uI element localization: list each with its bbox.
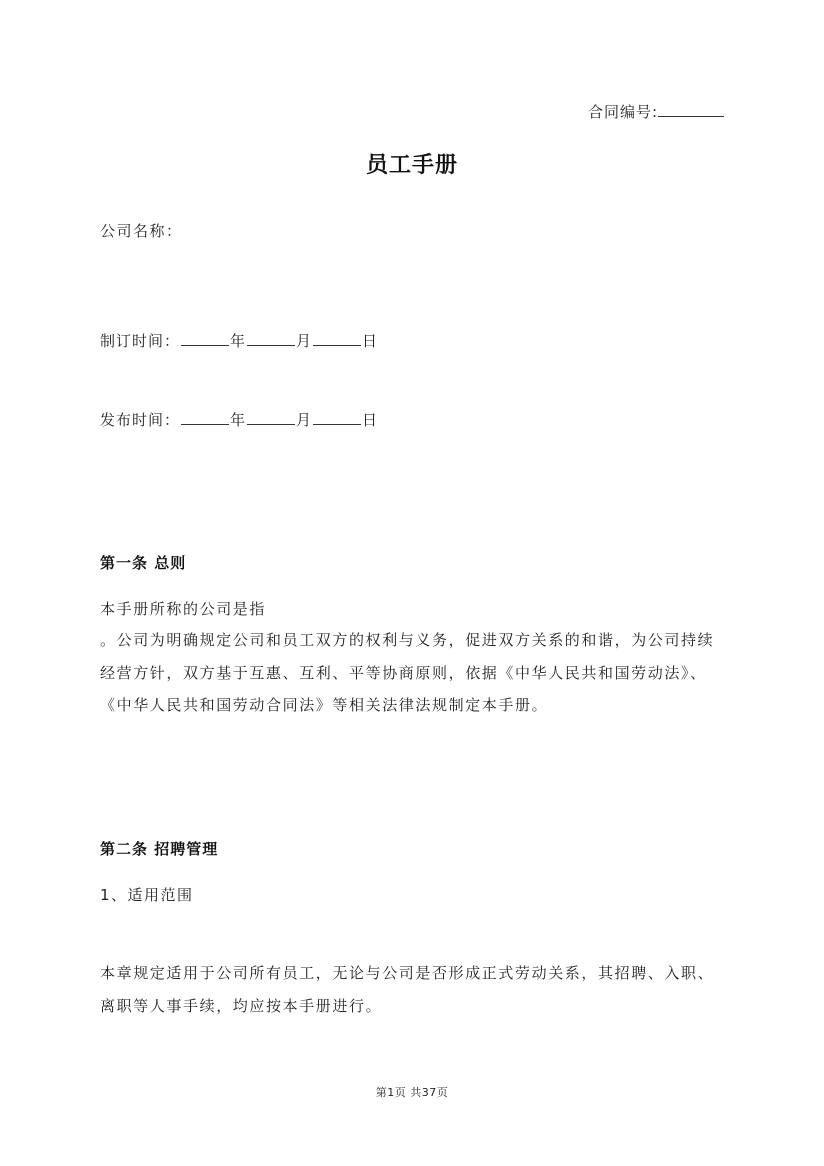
section-2-line: 本章规定适用于公司所有员工，无论与公司是否形成正式劳动关系，其招聘、入职、 (100, 964, 715, 982)
section-2-heading: 第二条 招聘管理 (100, 840, 219, 858)
section-2-subheading: 1、适用范围 (100, 886, 194, 904)
month-label: 月 (296, 332, 313, 350)
day-blank (313, 331, 361, 346)
published-date-line (100, 409, 378, 430)
company-name-label: 公司名称： (100, 222, 183, 240)
section-1-line: 《中华人民共和国劳动合同法》等相关法律法规制定本手册。 (100, 696, 549, 714)
year-label: 年 (230, 332, 247, 350)
section-2-line: 离职等人事手续，均应按本手册进行。 (100, 997, 383, 1015)
contract-number-blank (658, 102, 724, 117)
published-date-label: 发布时间： (100, 411, 181, 429)
day-label: 日 (362, 332, 379, 350)
page-footer: 第1页 共37页 (375, 1086, 449, 1099)
contract-number (588, 101, 724, 122)
year-blank (181, 331, 229, 346)
drafted-date-line (100, 330, 378, 351)
section-1-heading: 第一条 总则 (100, 554, 187, 572)
document-title: 员工手册 (365, 153, 458, 178)
month-label: 月 (296, 411, 313, 429)
year-label: 年 (230, 411, 247, 429)
drafted-date-label: 制订时间： (100, 332, 181, 350)
contract-number-label: 合同编号: (587, 103, 658, 121)
year-blank (181, 410, 229, 425)
section-1-line: 经营方针，双方基于互惠、互利、平等协商原则，依据《中华人民共和国劳动法》、 (100, 664, 707, 682)
section-1-line: 。公司为明确规定公司和员工双方的权利与义务，促进双方关系的和谐，为公司持续 (100, 631, 715, 649)
day-label: 日 (362, 411, 379, 429)
month-blank (247, 331, 295, 346)
month-blank (247, 410, 295, 425)
section-1-line: 本手册所称的公司是指 (100, 600, 267, 618)
day-blank (313, 410, 361, 425)
